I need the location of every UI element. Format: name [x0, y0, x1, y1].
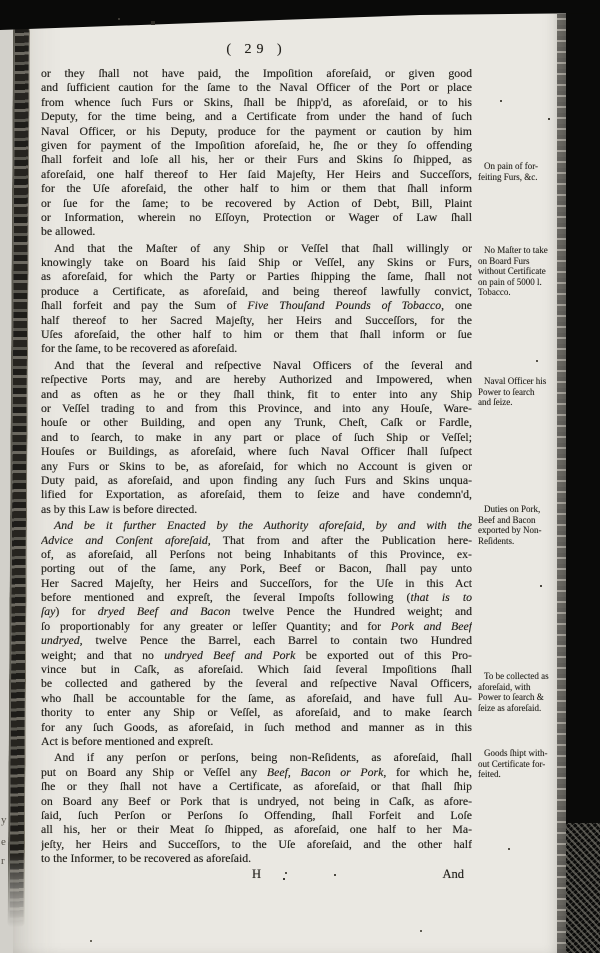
text-line: aforeſaid, one half thereof to Her ſaid Majeſty, Her Heirs and Succeſſors, — [41, 166, 472, 181]
right-edge-shadow — [566, 0, 600, 953]
text-line: for the Uſe aforeſaid, the other half to him or them that ſhall inform — [41, 181, 472, 196]
paragraph — [41, 358, 472, 516]
text-line — [41, 619, 472, 633]
text-segment: for which he, — [386, 764, 472, 779]
italic-text: Pork and Beef — [390, 618, 472, 633]
text-line: for the ſame, to be recovered as aforeſaid. — [41, 341, 238, 356]
text-line — [41, 633, 472, 647]
margin-note — [478, 376, 564, 408]
bleed-through-fragment: r — [1, 855, 5, 867]
text-line: and as often as he or they ſhall think, fit to enter into any Ship — [41, 386, 472, 401]
margin-note — [478, 748, 564, 780]
catchword: And — [442, 867, 464, 882]
paragraph — [41, 241, 472, 356]
right-page-edge — [557, 14, 566, 953]
text-line: Deputy, for the time being, and a Certificate from under the hand of ſuch — [41, 109, 472, 124]
text-line: Duty paid, as aforeſaid, and upon finding any ſuch Furs and Skins unqua- — [41, 472, 472, 487]
text-column — [41, 42, 472, 883]
text-line: who ſhall be accountable for the ſame, as aforeſaid, and have full Au- — [41, 690, 472, 705]
text-line: produce a Certificate, as aforeſaid, and being thereof lawfully convict, — [41, 283, 472, 298]
text-line — [41, 518, 472, 532]
margin-note-line: Tobacco. — [478, 287, 511, 298]
margin-note-line: feited. — [478, 769, 501, 780]
text-line: given for payment of the Impoſition aforeſaid, he, ſhe or they ſo offending — [41, 137, 472, 152]
text-segment: twelve Pence the Hundred weight; and — [230, 604, 472, 619]
paragraph — [41, 66, 472, 239]
text-line: from whence ſuch Furs or Skins, ſhall be ſhipp'd, as aforeſaid, or to his — [41, 94, 472, 109]
text-line: And that the ſeveral and reſpective Naval Officers of the ſeveral and — [54, 357, 472, 372]
page-number: ( 29 ) — [226, 42, 287, 57]
bleed-through-fragment: y — [1, 814, 7, 826]
text-segment: ) for — [55, 604, 98, 619]
italic-text: Advice and Conſent aforeſaid, — [41, 532, 211, 547]
text-line: knowingly take on Board his ſaid Ship or Veſſel, any Skins or Furs, — [41, 255, 472, 270]
margin-note-line: On pain of for- — [484, 161, 539, 171]
text-segment: before mentioned and expreſt, the ſeveral Impoſts following ( — [41, 590, 411, 605]
text-line — [41, 604, 472, 618]
text-line: be allowed. — [41, 224, 96, 239]
text-line — [41, 298, 472, 312]
text-line: of, as aforeſaid, all Perſons not being Inhabitants of this Province, ex- — [41, 546, 472, 561]
text-line: Houſes or Buildings, as aforeſaid, where ſuch Naval Officer ſhall ſuſpect — [41, 444, 472, 459]
margin-note-line: feiting Furs, &c. — [478, 171, 538, 182]
text-segment: , one — [441, 298, 472, 313]
text-line: jeſty, her Heirs and Succeſſors, to the Uſe aforeſaid, and the other half — [41, 836, 472, 851]
margin-note-line: Reſidents. — [478, 535, 515, 546]
text-line: or Veſſel trading to and from this Province, and into any Houſe, Ware- — [41, 400, 472, 415]
text-line: half thereof to her Sacred Majeſty, her Heirs and Succeſſors, for the — [41, 312, 472, 327]
text-line: or they ſhall not have paid, the Impoſition aforeſaid, or given good — [41, 66, 472, 80]
text-line — [41, 590, 472, 604]
italic-text: Five Thouſand Pounds of Tobacco — [247, 298, 442, 313]
text-line: And that the Maſter of any Ship or Veſſel that ſhall willingly or — [54, 240, 472, 255]
margin-note-line: No Maſter to take — [484, 245, 548, 255]
text-line: thority to enter any Ship or Veſſel, as aforeſaid, and to make ſearch — [41, 705, 472, 720]
text-line: and ſufficient caution for the ſame to the Naval Officer of the Port or place — [41, 80, 472, 95]
italic-text: dryed Beef and Bacon — [97, 604, 231, 619]
margin-note-line: Power to ſearch — [478, 386, 535, 397]
italic-text: ſay — [41, 604, 56, 619]
text-segment: put on Board any Ship or Veſſel any — [41, 764, 267, 779]
text-line: vince but in Caſk, as aforeſaid. Which ſaid ſeveral Impoſitions ſhall — [41, 662, 472, 677]
margin-note-line: Beef and Bacon — [478, 514, 536, 525]
margin-note — [478, 161, 564, 182]
text-line: And if any perſon or perſons, being non-Reſidents, as aforeſaid, ſhall — [54, 750, 472, 765]
margin-note-line: ſeize as aforeſaid. — [478, 702, 542, 713]
margin-note-line: out Certificate for- — [478, 758, 546, 769]
text-segment: be exported out of this Pro- — [295, 647, 472, 662]
margin-note-line: on Board Furs — [478, 255, 530, 266]
italic-text: undryed Beef and Pork — [164, 647, 296, 662]
text-line: reſpective Ports may, and are hereby Authorized and Impowered, when — [41, 372, 472, 387]
text-line: or Information, wherein no Eſſoyn, Protection or Wager of Law ſhall — [41, 209, 472, 224]
margin-note-line: To be collected as — [484, 671, 549, 681]
text-line: and to ſearch, to make in any part or place of ſuch Ship or Veſſel; — [41, 429, 472, 444]
text-line: or ſue for the ſame; to be recovered by Action of Debt, Bill, Plaint — [41, 195, 472, 210]
margin-note-line: on pain of 5000 l. — [478, 276, 542, 287]
text-line: ſhall forfeit and loſe all his, her or their Furs and Skins ſo ſhipped, as — [41, 152, 472, 167]
body-text — [41, 66, 472, 865]
margin-note-line: without Certificate — [478, 266, 546, 277]
italic-text: that is to — [410, 590, 472, 605]
signature-row — [41, 867, 472, 883]
text-segment: That from and after the Publication here- — [210, 532, 472, 547]
margin-note-line: Goods ſhipt with- — [484, 748, 548, 758]
text-line: ſhe or they ſhall not have a Certificate, as aforeſaid, or that ſhall ſhip — [41, 779, 472, 794]
scan-specks — [0, 0, 2, 2]
text-line: as by this Law is before directed. — [41, 501, 198, 516]
text-segment: twelve Pence the Barrel, each Barrel to contain two Hundred — [82, 633, 472, 648]
text-line: houſe or other Building, and open any Trunk, Cheſt, Caſk or Fardle, — [41, 415, 472, 430]
italic-text: And be it further Enacted by the Authority aforeſaid, by and with the — [54, 518, 472, 533]
signature-mark: H — [251, 867, 262, 882]
text-line: for any ſuch Goods, as aforeſaid, in ſuch method and manner as in this — [41, 719, 472, 734]
margin-note — [478, 504, 564, 546]
text-segment: ſhall forfeit and pay the Sum of — [41, 298, 248, 313]
margin-note-line: aforeſaid, with — [478, 681, 531, 692]
margin-note-line: Power to ſearch & — [478, 692, 544, 703]
paragraph — [41, 750, 472, 865]
text-line: lified for Exportation, as aforeſaid, them to ſeize and have condemn'd, — [41, 487, 472, 502]
margin-note — [478, 245, 564, 298]
text-segment: weight; and that no — [41, 647, 165, 662]
margin-note-line: Duties on Pork, — [484, 504, 541, 514]
margin-note-line: exported by Non- — [478, 525, 542, 536]
margin-note-line: Naval Officer his — [484, 376, 547, 386]
text-line: as aforeſaid, for which the Party or Parties ſhipping the ſame, ſhall not — [41, 269, 472, 284]
margin-note — [478, 671, 564, 713]
text-line: Her Sacred Majeſty, her Heirs and Succeſſors, for the Uſe in this Act — [41, 575, 472, 590]
italic-text: undryed, — [41, 633, 83, 648]
text-line: Naval Officer, or his Deputy, produce for the payment or caution by him — [41, 123, 472, 138]
text-line: Uſes aforeſaid, the other half to him or them that ſhall inform or ſue — [41, 327, 472, 342]
text-line: all his, her or their Meat ſo ſhipped, as aforeſaid, one half to her Ma- — [41, 822, 472, 837]
text-line — [41, 648, 472, 662]
text-line: ſaid, ſuch Perſon or Perſons ſo Offending, ſhall Forfeit and Loſe — [41, 807, 472, 822]
text-line: to the Informer, to be recovered as aforeſaid. — [41, 851, 252, 866]
text-line: any Furs or Skins to be, as aforeſaid, for which no Account is given or — [41, 458, 472, 473]
text-line: Act is before mentioned and expreſt. — [41, 733, 214, 748]
text-segment: ſo proportionably for any greater or leſſer Quantity; and for — [41, 618, 391, 633]
text-line: on Board any Beef or Pork that is undryed, not being in Caſk, as afore- — [41, 793, 472, 808]
text-line: porting out of the ſame, any Pork, Beef or Bacon, ſhall pay unto — [41, 561, 472, 576]
text-line — [41, 533, 472, 547]
bleed-through-fragment: e — [1, 836, 6, 848]
margin-note-line: and ſeize. — [478, 397, 513, 408]
text-line: be collected and gathered by the ſeveral and reſpective Naval Officers, — [41, 676, 472, 691]
paragraph — [41, 518, 472, 748]
italic-text: Beef, Bacon or Pork, — [266, 764, 387, 779]
text-line — [41, 765, 472, 779]
